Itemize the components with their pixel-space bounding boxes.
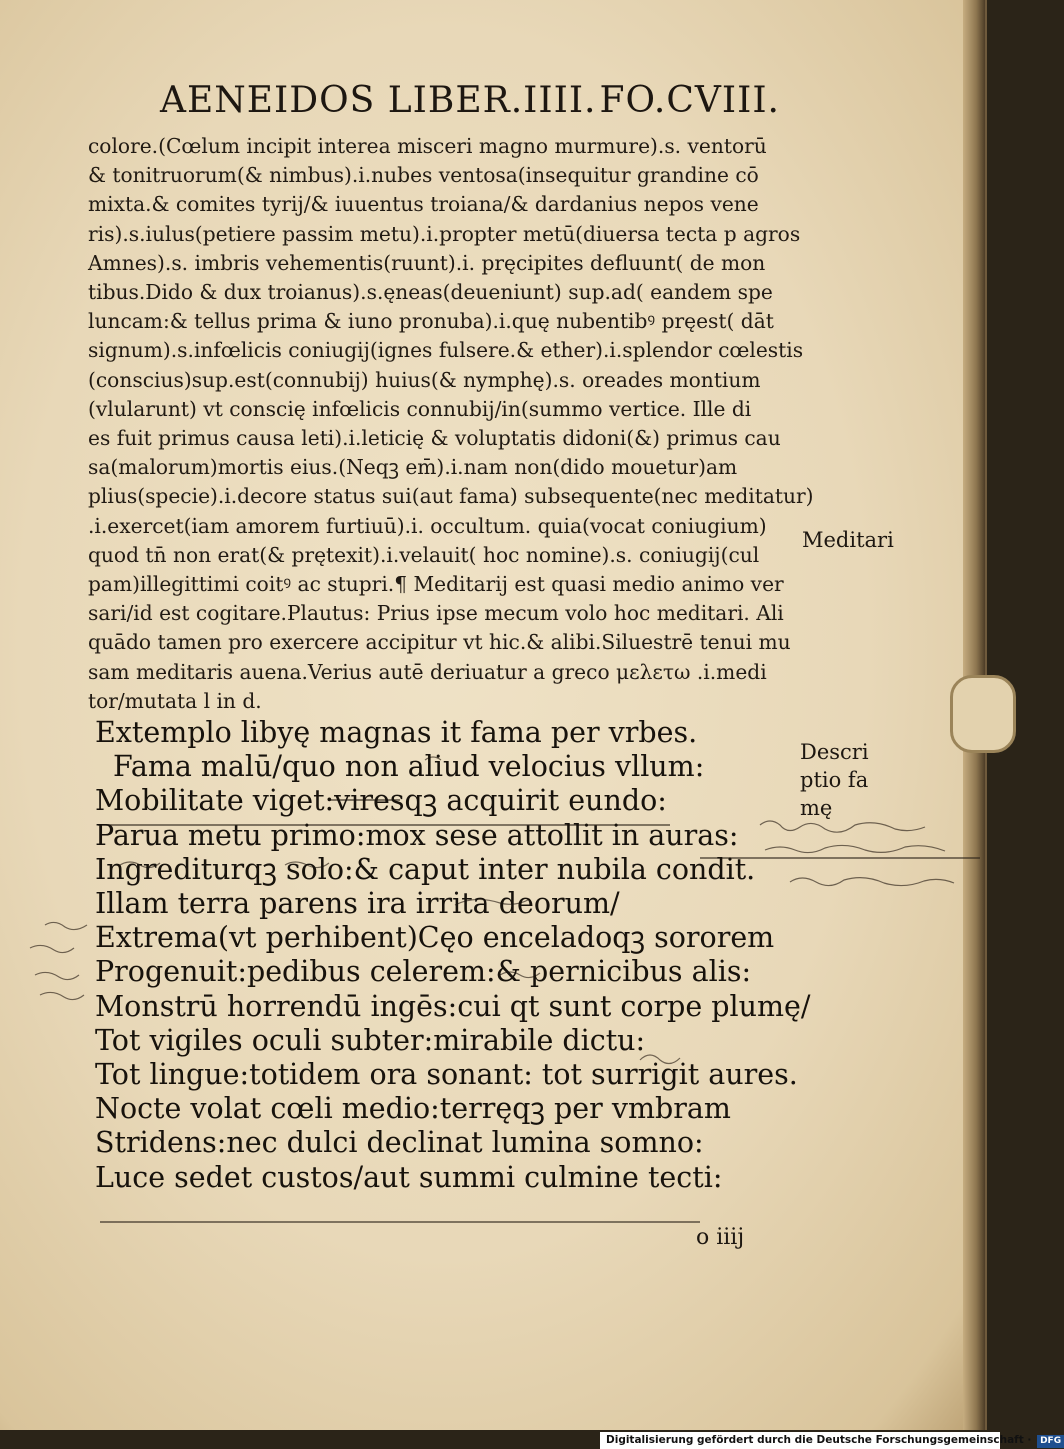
commentary-line: luncam:& tellus prima & iuno pronuba).i.quę nubentibꝰ pręest( dāt [88,309,774,334]
verse-line: Nocte volat cœli medio:terręqꝫ per vmbram [95,1092,731,1126]
verse-line: Illam terra parens ira irrita deorum/ [95,887,620,921]
commentary-line: quod tn̄ non erat(& prętexit).i.velauit( hoc nomine).s. coniugij(cul [88,542,760,567]
handwritten-scribble [40,992,84,999]
verse-line: Tot lingue:totidem ora sonant: tot surrigit aures. [95,1058,798,1092]
commentary-line: .i.exercet(iam amorem furtiuū).i. occultum. quia(vocat coniugium) [88,513,767,538]
commentary-line: tor/mutata l in d. [88,688,262,713]
verse-line: Ingrediturqꝫ solo:& caput inter nubila condit. [95,852,756,886]
verse-line: Luce sedet custos/aut summi culmine tecti: [95,1160,723,1194]
footer-text: Digitalisierung gefördert durch die Deutsche Forschungsgemeinschaft · [606,1434,1032,1446]
signature-mark: o iiij [696,1225,745,1250]
margin-note-line: Descri [800,740,869,764]
verse-line: Fama malū/quo non aliud velocius vllum: [113,750,705,784]
commentary-line: sa(malorum)mortis eius.(Neqꝫ em̄).i.nam non(dido mouetur)am [88,455,738,480]
margin-note-meditari: Meditari [802,528,894,552]
margin-note-line: mę [800,796,833,820]
commentary-block [88,132,814,716]
verse-line: Monstrū horrendū ingēs:cui qt sunt corpe plumę/ [95,989,811,1023]
commentary-line: mixta.& comites tyrij/& iuuentus troiana/& dardanius nepos vene [88,192,759,217]
verse-line: Tot vigiles oculi subter:mirabile dictu: [95,1023,646,1057]
margin-note-descriptio [800,738,890,822]
commentary-line: quādo tamen pro exercere accipitur vt hic.& alibi.Siluestrē tenui mu [88,630,791,655]
commentary-line: (vlularunt) vt conscię infœlicis connubij/in(summo vertice. Ille di [88,396,752,421]
commentary-line: & tonitruorum(& nimbus).i.nubes ventosa(insequitur grandine cō [88,163,759,188]
commentary-line: signum).s.infœlicis coniugij(ignes fulsere.& ether).i.splendor cœlestis [88,338,804,363]
verse-line: Parua metu primo:mox sese attollit in auras: [95,818,739,852]
header-title: AENEIDOS LIBER.IIII. [160,80,597,121]
commentary-line: Amnes).s. imbris vehementis(ruunt).i. pręcipites defluunt( de mon [88,250,766,275]
commentary-line: tibus.Dido & dux troianus).s.ęneas(deueniunt) sup.ad( eandem spe [88,280,773,305]
handwritten-scribble [45,922,87,929]
handwritten-scribble [30,945,74,952]
verse-line: Mobilitate viget:viresqꝫ acquirit eundo: [95,784,667,818]
verse-line: Progenuit:pedibus celerem:& pernicibus alis: [95,955,752,989]
handwritten-scribble [790,878,954,886]
verse-line: Extrema(vt perhibent)Cęo enceladoqꝫ sororem [95,921,775,955]
verse-block [95,716,811,1195]
commentary-line: pam)illegittimi coitꝰ ac stupri.¶ Meditarij est quasi medio animo ver [88,572,784,597]
digitization-footer [600,1432,1062,1449]
verse-line: Extemplo libyę magnas it fama per vrbes. [95,716,698,749]
folio-number: FO.CVIII. [599,80,780,121]
clasp-ring [950,675,1016,753]
commentary-line: colore.(Cœlum incipit interea misceri magno murmure).s. ventorū [88,134,767,158]
dfg-logo: DFG [1037,1435,1064,1448]
commentary-line: es fuit primus causa leti).i.leticię & voluptatis didoni(&) primus cau [88,426,781,451]
verse-line: Stridens:nec dulci declinat lumina somno: [95,1126,704,1160]
commentary-line: sam meditaris auena.Verius autē deriuatur a greco μελετω .i.medi [88,659,767,684]
margin-note-line: ptio fa [800,768,869,792]
commentary-line: ris).s.iulus(petiere passim metu).i.propter metū(diuersa tecta p agros [88,221,801,246]
commentary-line: (conscius)sup.est(connubij) huius(& nymphę).s. oreades montium [88,367,761,392]
commentary-line: sari/id est cogitare.Plautus: Prius ipse mecum volo hoc meditari. Ali [88,601,784,626]
commentary-line: plius(specie).i.decore status sui(aut fama) subsequente(nec meditatur) [88,484,814,509]
running-header [160,80,780,121]
handwritten-scribble [35,972,79,979]
